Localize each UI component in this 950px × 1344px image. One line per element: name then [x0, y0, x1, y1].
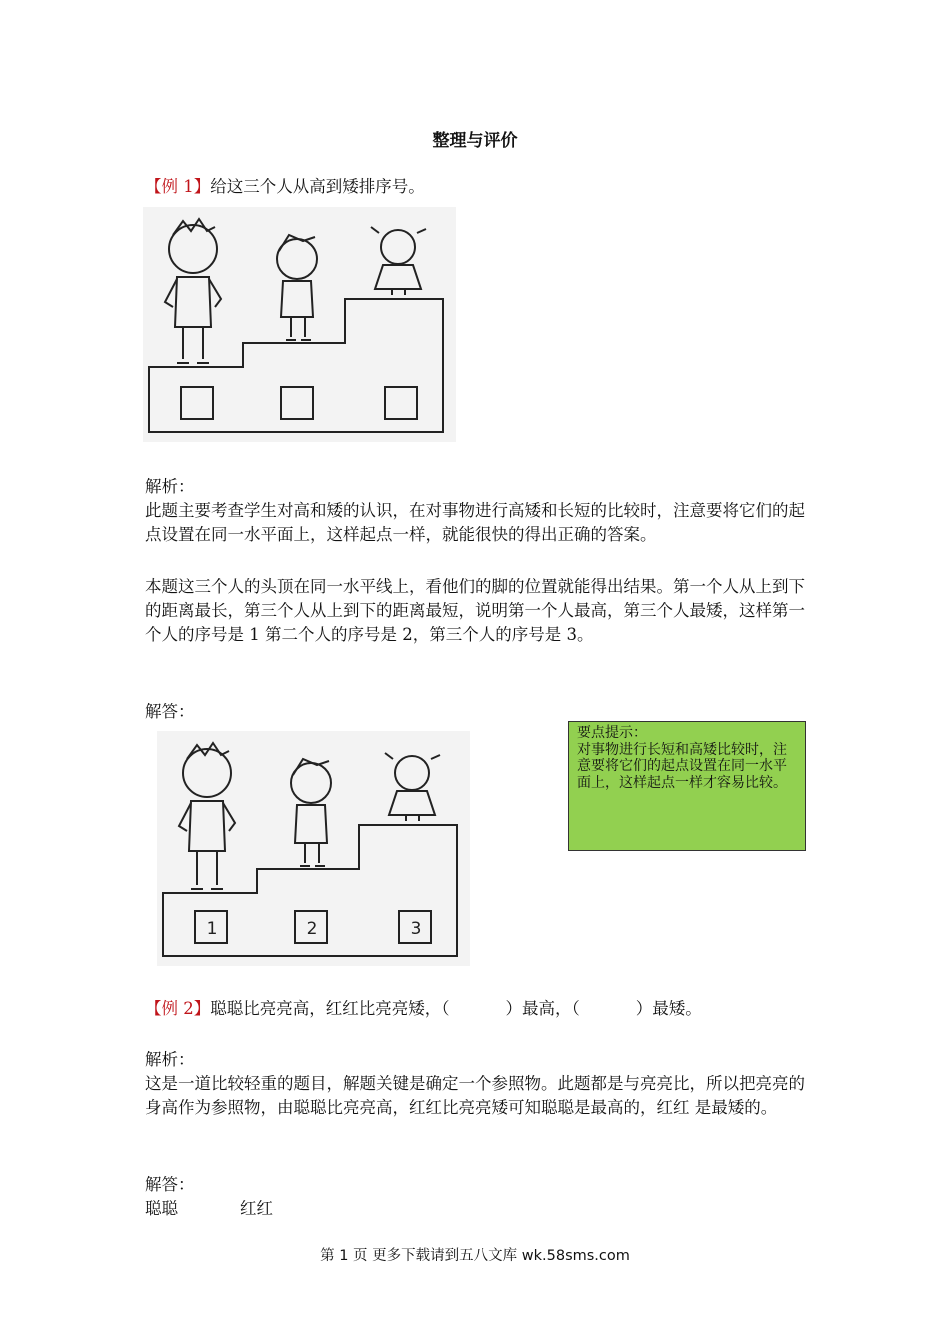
answer-number-1: 1: [206, 919, 218, 939]
kid-3-icon-answer: [385, 753, 440, 821]
answer-box-2: [281, 387, 313, 419]
example1-analysis-p2: 本题这三个人的头顶在同一水平线上，看他们的脚的位置就能得出结果。第一个人从上到下的距离最长，第三个人从上到下的距离最短，说明第一个人最高，第三个人最矮，这样第一个人的序号是 1 第二个人的序号是 2，第三个人的序号是 3。: [145, 577, 805, 644]
answer-number-2: 2: [306, 919, 318, 939]
answer-box-3: [385, 387, 417, 419]
example2-answer-b: 红红: [240, 1199, 273, 1218]
tip-heading: 要点提示：: [577, 725, 647, 741]
example2-analysis: 这是一道比较轻重的题目，解题关键是确定一个参照物。此题都是与亮亮比，所以把亮亮的身高作为参照物，由聪聪比亮亮高，红红比亮亮矮可知聪聪是最高的，红红 是最矮的。: [145, 1074, 805, 1117]
example1-tag: 【例 1】: [145, 177, 211, 196]
tip-box: [568, 721, 806, 851]
page-title: 整理与评价: [432, 131, 518, 151]
example2-question-line: [145, 997, 702, 1021]
example2-tag: 【例 2】: [145, 999, 211, 1018]
stairs-outline: [149, 299, 443, 432]
example1-analysis-label: 解析：: [145, 477, 195, 496]
example1-answer-figure: [157, 731, 470, 966]
kid-1-icon: [165, 219, 221, 363]
answer-box-1: [181, 387, 213, 419]
example1-answer-label: 解答：: [145, 702, 195, 721]
example1-figure: [143, 207, 456, 442]
example2-question-a: 聪聪比亮亮高，红红比亮亮矮，（: [210, 999, 450, 1018]
example1-question-line: [145, 175, 425, 199]
kid-3-icon: [371, 227, 426, 295]
page-footer: 第 1 页 更多下载请到五八文库 wk.58sms.com: [320, 1248, 630, 1264]
example2-answer-a: 聪聪: [145, 1199, 178, 1218]
example2-question-b: ）最高，（: [505, 999, 580, 1018]
example2-question-c: ）最矮。: [635, 999, 702, 1018]
kid-2-icon: [277, 235, 317, 340]
tip-body: 对事物进行长短和高矮比较时，注意要将它们的起点设置在同一水平面上，这样起点一样才容易比较。: [577, 741, 787, 791]
example2-analysis-label: 解析：: [145, 1050, 195, 1069]
kid-1-icon-answer: [179, 743, 235, 889]
kid-2-icon-answer: [291, 759, 331, 866]
example2-answer-label: 解答：: [145, 1175, 195, 1194]
answer-number-3: 3: [410, 919, 422, 939]
example1-question: 给这三个人从高到矮排序号。: [210, 177, 425, 196]
example1-analysis-p1: 此题主要考查学生对高和矮的认识，在对事物进行高矮和长短的比较时，注意要将它们的起点设置在同一水平面上，这样起点一样，就能很快的得出正确的答案。: [145, 501, 805, 544]
